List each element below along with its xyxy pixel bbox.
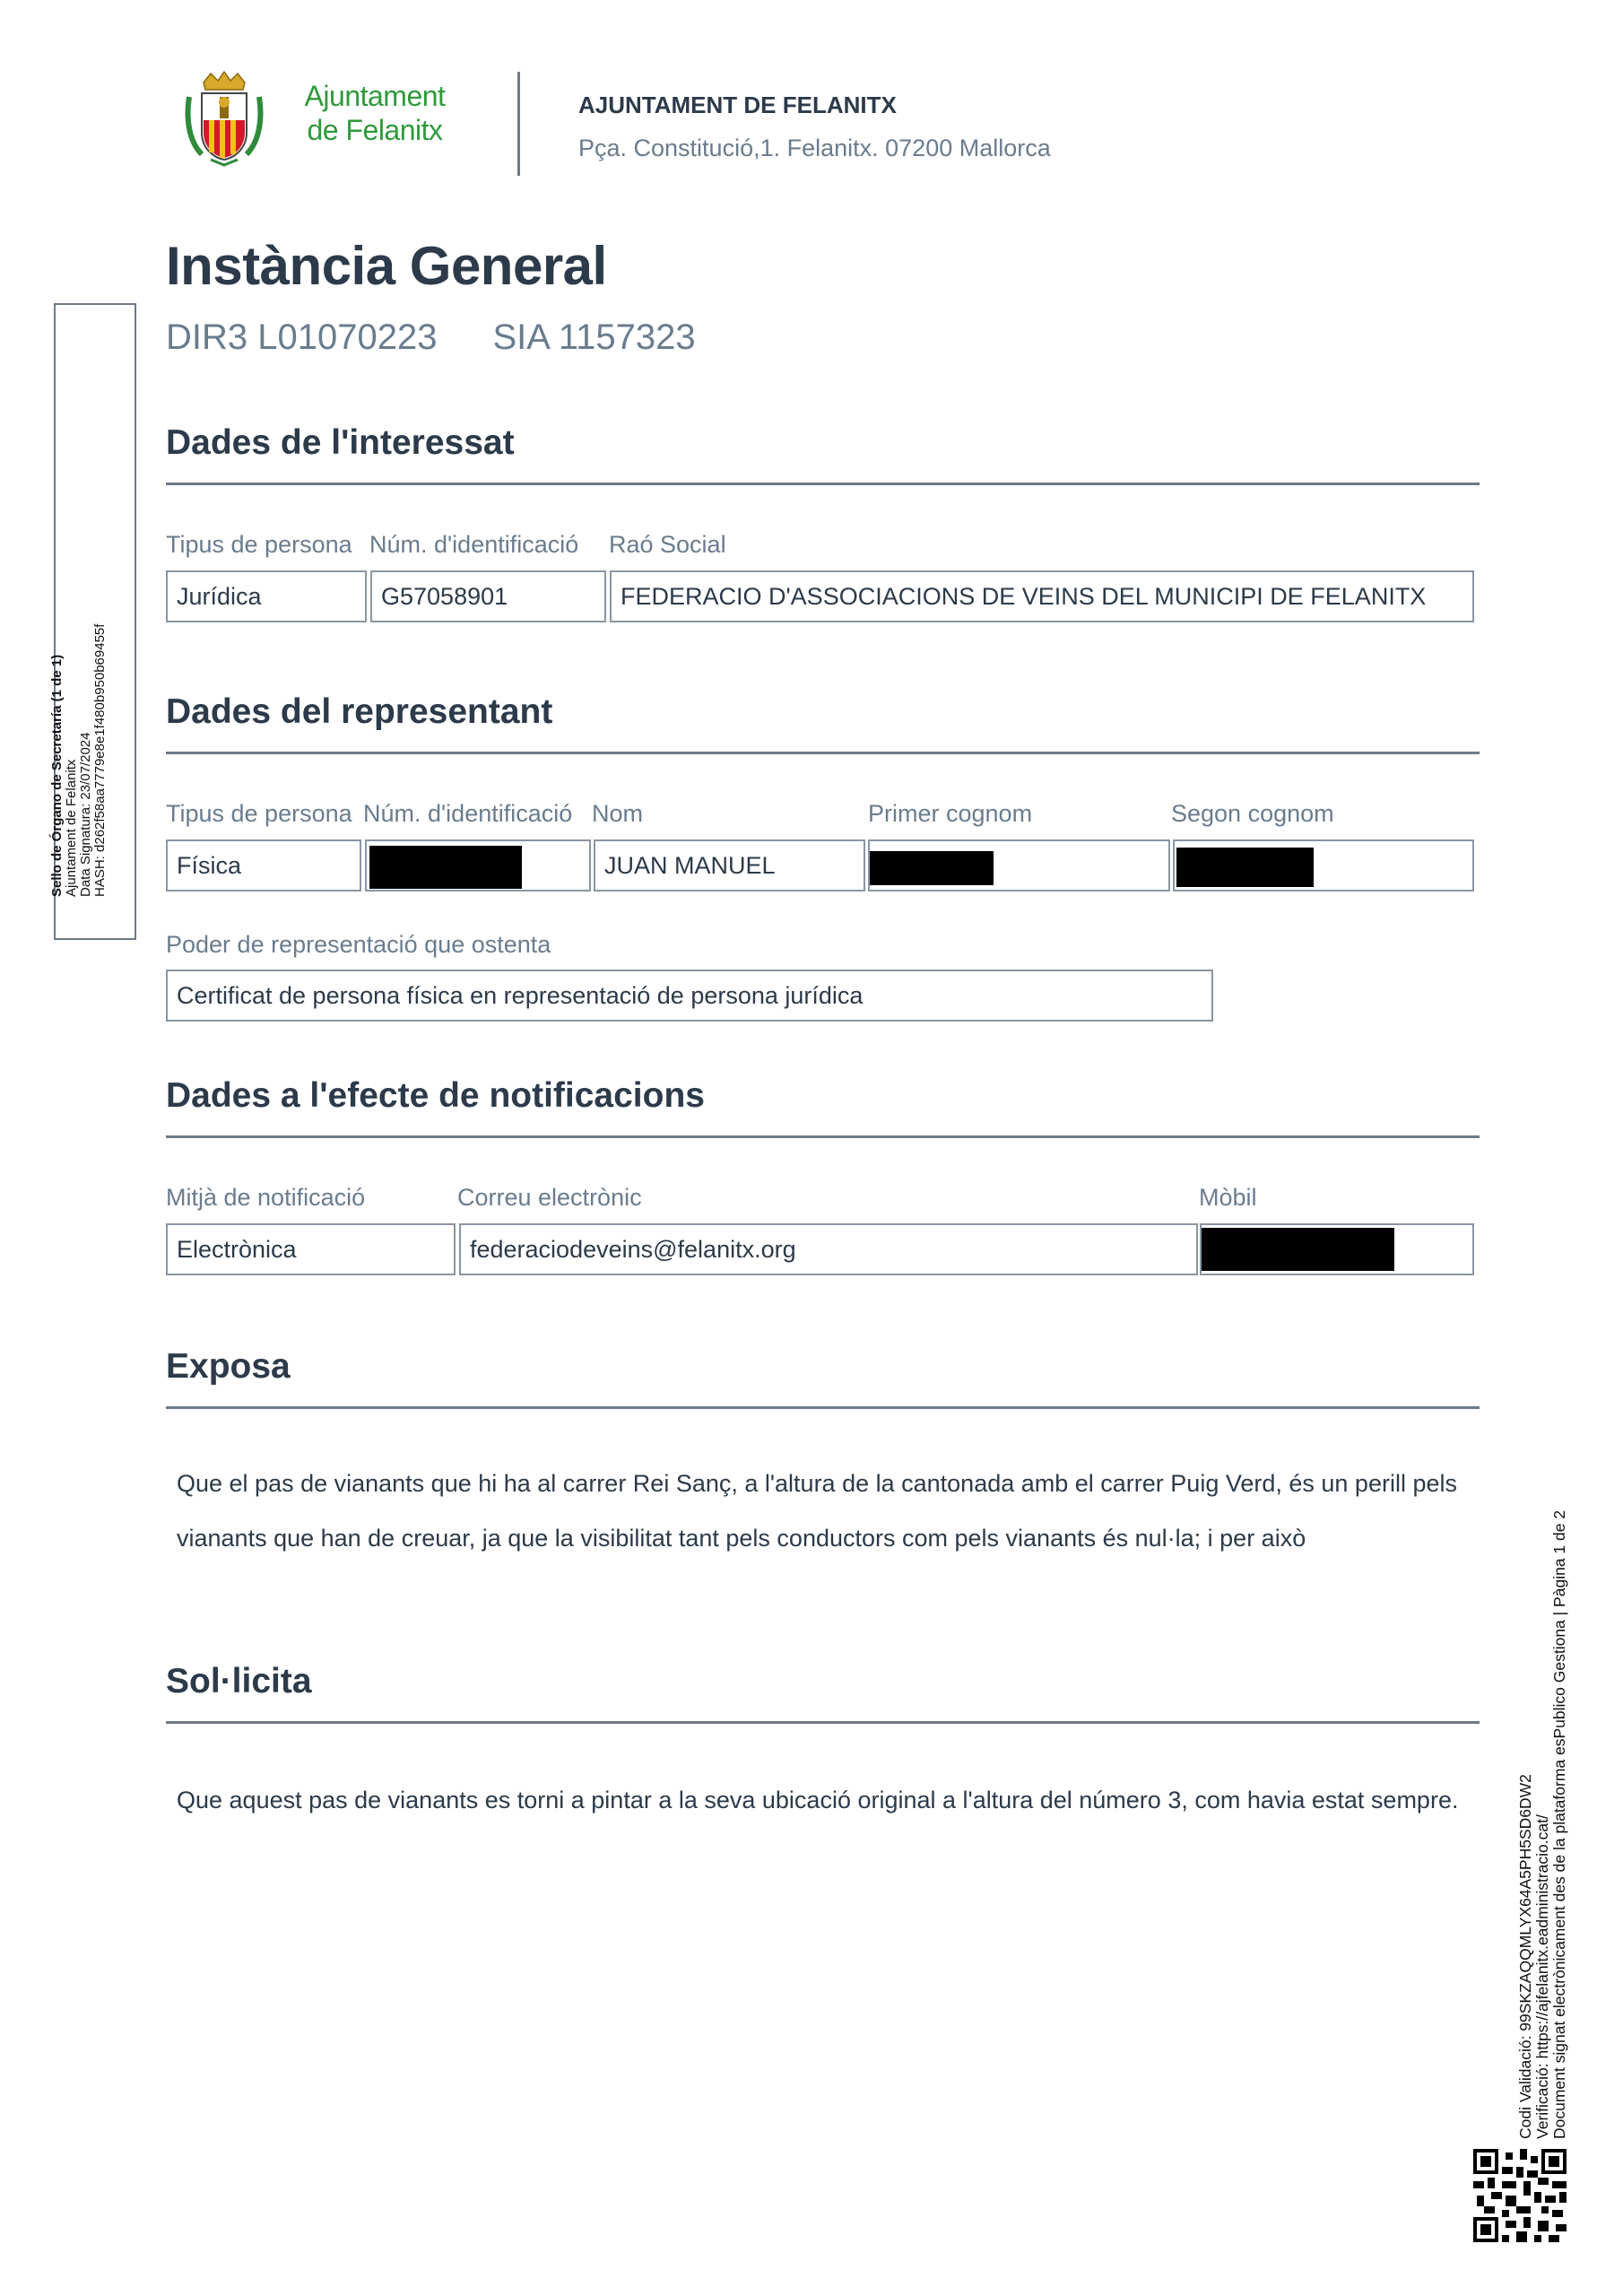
label-tipus-persona: Tipus de persona [166, 531, 352, 558]
verification-url: Verificació: https://ajfelanitx.eadministracio.cat/ [1533, 1814, 1551, 2139]
field-correu-electronic: federaciodeveins@felanitx.org [459, 1223, 1198, 1275]
logo-wordmark [294, 79, 456, 147]
section-title-representant: Dades del representant [166, 692, 553, 731]
section-rule [166, 1721, 1480, 1724]
verification-text [1517, 1457, 1568, 2139]
field-poder-representacio: Certificat de persona física en representació de persona jurídica [166, 970, 1213, 1022]
field-num-identificacio: G57058901 [370, 570, 606, 622]
section-rule [166, 1406, 1480, 1409]
org-name: AJUNTAMENT DE FELANITX [578, 91, 897, 118]
label-mobil: Mòbil [1199, 1184, 1257, 1211]
section-rule [166, 1135, 1480, 1138]
label-num-identificacio: Núm. d'identificació [369, 531, 579, 558]
section-rule [166, 483, 1480, 485]
sollicita-text: Que aquest pas de vianants es torni a pintar a la seva ubicació original a l'altura del número 3, com havia estat sempre. [177, 1787, 1459, 1813]
seal-line-1: Sello de Órgano de Secretaría (1 de 1) [49, 654, 65, 897]
verification-code: Codi Validació: 99SKZAQQMLYX64A5PH5SD6DW2 [1516, 1774, 1534, 2139]
org-address: Pça. Constitució,1. Felanitx. 07200 Mallorca [578, 135, 1051, 161]
field-mitja-notificacio: Electrònica [166, 1223, 456, 1275]
field-tipus-persona: Jurídica [166, 570, 367, 622]
label-num-identificacio: Núm. d'identificació [363, 800, 573, 827]
redaction-block [1176, 848, 1314, 887]
section-title-notificacions: Dades a l'efecte de notificacions [166, 1076, 705, 1115]
sia-code: SIA 1157323 [492, 317, 696, 357]
header-divider [517, 72, 520, 176]
exposa-text: Que el pas de vianants que hi ha al carrer Rei Sanç, a l'altura de la cantonada amb el carrer Puig Verd, és un perill pels vianants que han de creuar, ja que la visibilitat tant pels conductors com pels vianants és nul·la; i per això [177, 1470, 1457, 1552]
field-rao-social: FEDERACIO D'ASSOCIACIONS DE VEINS DEL MUNICIPI DE FELANITX [610, 570, 1474, 622]
seal-line-3: Data Signatura: 23/07/2024 [78, 732, 93, 897]
coat-of-arms-logo [184, 70, 265, 167]
document-codes [166, 317, 696, 358]
label-segon-cognom: Segon cognom [1171, 800, 1334, 827]
section-title-sollicita: Sol·licita [166, 1662, 312, 1700]
field-tipus-persona: Física [166, 839, 361, 891]
logo-line-2: de Felanitx [307, 114, 443, 146]
verification-signed-note: Document signat electrònicament des de la plataforma esPublico Gestiona | Pàgina 1 de 2 [1550, 1509, 1568, 2139]
section-title-interessat: Dades de l'interessat [166, 423, 515, 462]
seal-line-4: HASH: d262f58aa7779e8e1f480b950b69455f [92, 623, 108, 897]
label-nom: Nom [592, 800, 644, 827]
redaction-block [369, 846, 522, 889]
field-nom: JUAN MANUEL [594, 839, 865, 891]
label-tipus-persona: Tipus de persona [166, 800, 352, 827]
label-primer-cognom: Primer cognom [868, 800, 1033, 827]
label-poder-representacio: Poder de representació que ostenta [166, 931, 551, 958]
redaction-block [870, 851, 994, 885]
signature-seal-text [50, 305, 108, 897]
qr-code-icon [1473, 2149, 1567, 2242]
dir3-code: DIR3 L01070223 [166, 317, 438, 357]
page-title: Instància General [166, 236, 607, 296]
label-rao-social: Raó Social [609, 531, 726, 558]
label-correu-electronic: Correu electrònic [457, 1184, 642, 1211]
logo-line-1: Ajuntament [304, 80, 446, 112]
section-title-exposa: Exposa [166, 1347, 291, 1386]
label-mitja-notificacio: Mitjà de notificació [166, 1184, 366, 1211]
seal-line-2: Ajuntament de Felanitx [64, 759, 79, 897]
redaction-block [1202, 1228, 1394, 1271]
section-rule [166, 752, 1480, 754]
